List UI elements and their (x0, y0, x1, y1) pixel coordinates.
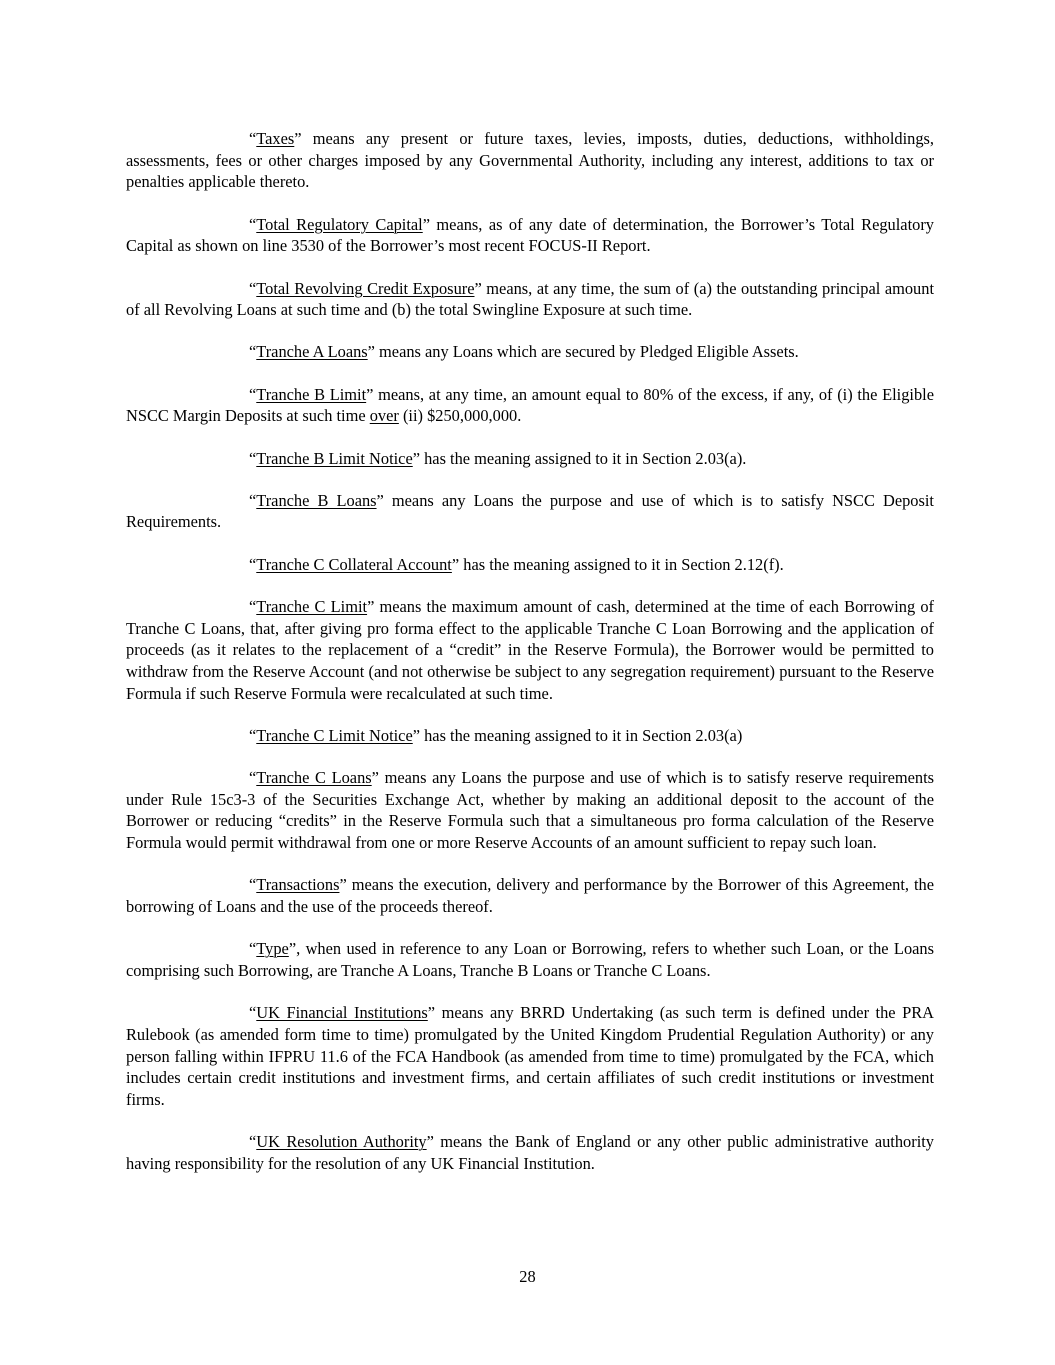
definition-text: ”, when used in reference to any Loan or Borrowing, refers to whether such Loan, or the Loans comprising such Borrowing, are Tranche A Loans, Tranche B Loans or Tranche C Loans. (126, 939, 934, 980)
definition-transactions (126, 874, 934, 917)
definition-text: ” means any BRRD Undertaking (as such term is defined under the PRA Rulebook (as amended form time to time) promulgated by the United Kingdom Prudential Regulation Authority) or any person falling within IFPRU 11.6 of the FCA Handbook (as amended from time to time) promulgated by the FCA, which includes certain credit institutions and investment firms, and certain affiliates of such credit institutions or investment firms. (126, 1003, 934, 1109)
definition-text: ” means any present or future taxes, levies, imposts, duties, deductions, withholdings, assessments, fees or other charges imposed by any Governmental Authority, including any interest, additions to tax or penalties applicable thereto. (126, 129, 934, 192)
open-quote: “ (249, 278, 257, 298)
defined-term: Tranche B Loans (256, 490, 377, 510)
open-quote: “ (249, 129, 257, 148)
definition-tranche-a-loans (126, 341, 934, 363)
definition-taxes (126, 128, 934, 193)
definitions-body (126, 128, 934, 1195)
definition-text: (ii) $250,000,000. (398, 406, 522, 426)
defined-term: Total Regulatory Capital (256, 214, 423, 234)
definition-text: ” means, at any time, the sum of (a) the outstanding principal amount of all Revolving Loans at such time and (b) the total Swingline Exposure at such time. (126, 278, 935, 320)
open-quote: “ (249, 596, 257, 616)
definition-text: ” means any Loans which are secured by Pledged Eligible Assets. (367, 342, 799, 362)
definition-tranche-c-limit-notice (126, 725, 934, 747)
page-number: 28 (519, 1267, 536, 1286)
definition-tranche-b-limit-notice (126, 448, 934, 470)
defined-term: Tranche C Loans (256, 768, 372, 788)
definition-text: ” means, as of any date of determination, the Borrower’s Total Regulatory Capital as shown on line 3530 of the Borrower’s most recent FOCUS-II Report. (126, 214, 934, 256)
defined-term: Tranche C Limit Notice (256, 725, 413, 745)
defined-term: UK Financial Institutions (256, 1003, 428, 1023)
definition-text: ” means the maximum amount of cash, determined at the time of each Borrowing of Tranche C Loans, that, after giving pro forma effect to the applicable Tranche C Loan Borrowing and the application of proceeds (as it relates to the replacement of a “credit” in the Reserve Formula), the Borrower would be permitted to withdraw from the Reserve Account (and not otherwise be subject to any segregation requirement) pursuant to the Reserve Formula if such Reserve Formula were recalculated at such time. (126, 596, 934, 703)
defined-term: Tranche B Limit (256, 384, 367, 404)
open-quote: “ (249, 875, 257, 895)
open-quote: “ (249, 768, 257, 788)
definition-tranche-c-collateral-account (126, 554, 934, 576)
open-quote: “ (249, 342, 257, 362)
definition-text: ” means any Loans the purpose and use of which is to satisfy reserve requirements under Rule 15c3-3 of the Securities Exchange Act, whether by making an additional deposit to the account of the Borrower or reducing “credits” in the Reserve Formula such that a simultaneous pro forma calculation of the Reserve Formula would permit withdrawal from one or more Reserve Accounts of an amount sufficient to repay such loan. (126, 768, 935, 853)
defined-term: Transactions (256, 875, 340, 895)
underlined-word: over (369, 406, 399, 426)
definition-tranche-c-limit (126, 596, 934, 705)
definition-total-regulatory-capital (126, 214, 934, 257)
definition-uk-resolution-authority (126, 1131, 934, 1174)
defined-term: UK Resolution Authority (256, 1132, 427, 1152)
definition-uk-financial-institutions (126, 1002, 934, 1111)
definition-text: ” means the Bank of England or any other public administrative authority having responsibility for the resolution of any UK Financial Institution. (126, 1132, 934, 1173)
defined-term: Tranche C Limit (256, 596, 368, 616)
open-quote: “ (249, 214, 257, 234)
defined-term: Taxes (256, 129, 295, 148)
definition-text: ” has the meaning assigned to it in Section 2.03(a). (412, 448, 747, 468)
definition-total-revolving-credit-exposure (126, 278, 934, 321)
defined-term: Tranche A Loans (256, 342, 368, 362)
open-quote: “ (249, 554, 257, 574)
definition-text: ” means, at any time, an amount equal to 80% of the excess, if any, of (i) the Eligible NSCC Margin Deposits at such time (126, 384, 934, 426)
defined-term: Tranche B Limit Notice (256, 448, 413, 468)
definition-type (126, 938, 934, 981)
definition-tranche-b-limit (126, 384, 934, 427)
definition-text: ” has the meaning assigned to it in Section 2.12(f). (451, 554, 784, 574)
definition-text: ” means the execution, delivery and performance by the Borrower of this Agreement, the borrowing of Loans and the use of the proceeds thereof. (126, 875, 934, 917)
defined-term: Tranche C Collateral Account (256, 554, 452, 574)
open-quote: “ (249, 939, 257, 959)
open-quote: “ (249, 448, 257, 468)
open-quote: “ (249, 1003, 257, 1023)
definition-tranche-c-loans (126, 767, 934, 854)
definition-text: ” has the meaning assigned to it in Section 2.03(a) (412, 725, 743, 745)
open-quote: “ (249, 1132, 257, 1152)
defined-term: Type (256, 939, 289, 959)
definition-text: ” means any Loans the purpose and use of which is to satisfy NSCC Deposit Requirements. (126, 490, 934, 532)
open-quote: “ (249, 725, 257, 745)
open-quote: “ (249, 384, 257, 404)
open-quote: “ (249, 490, 257, 510)
defined-term: Total Revolving Credit Exposure (256, 278, 475, 298)
definition-tranche-b-loans (126, 490, 934, 533)
